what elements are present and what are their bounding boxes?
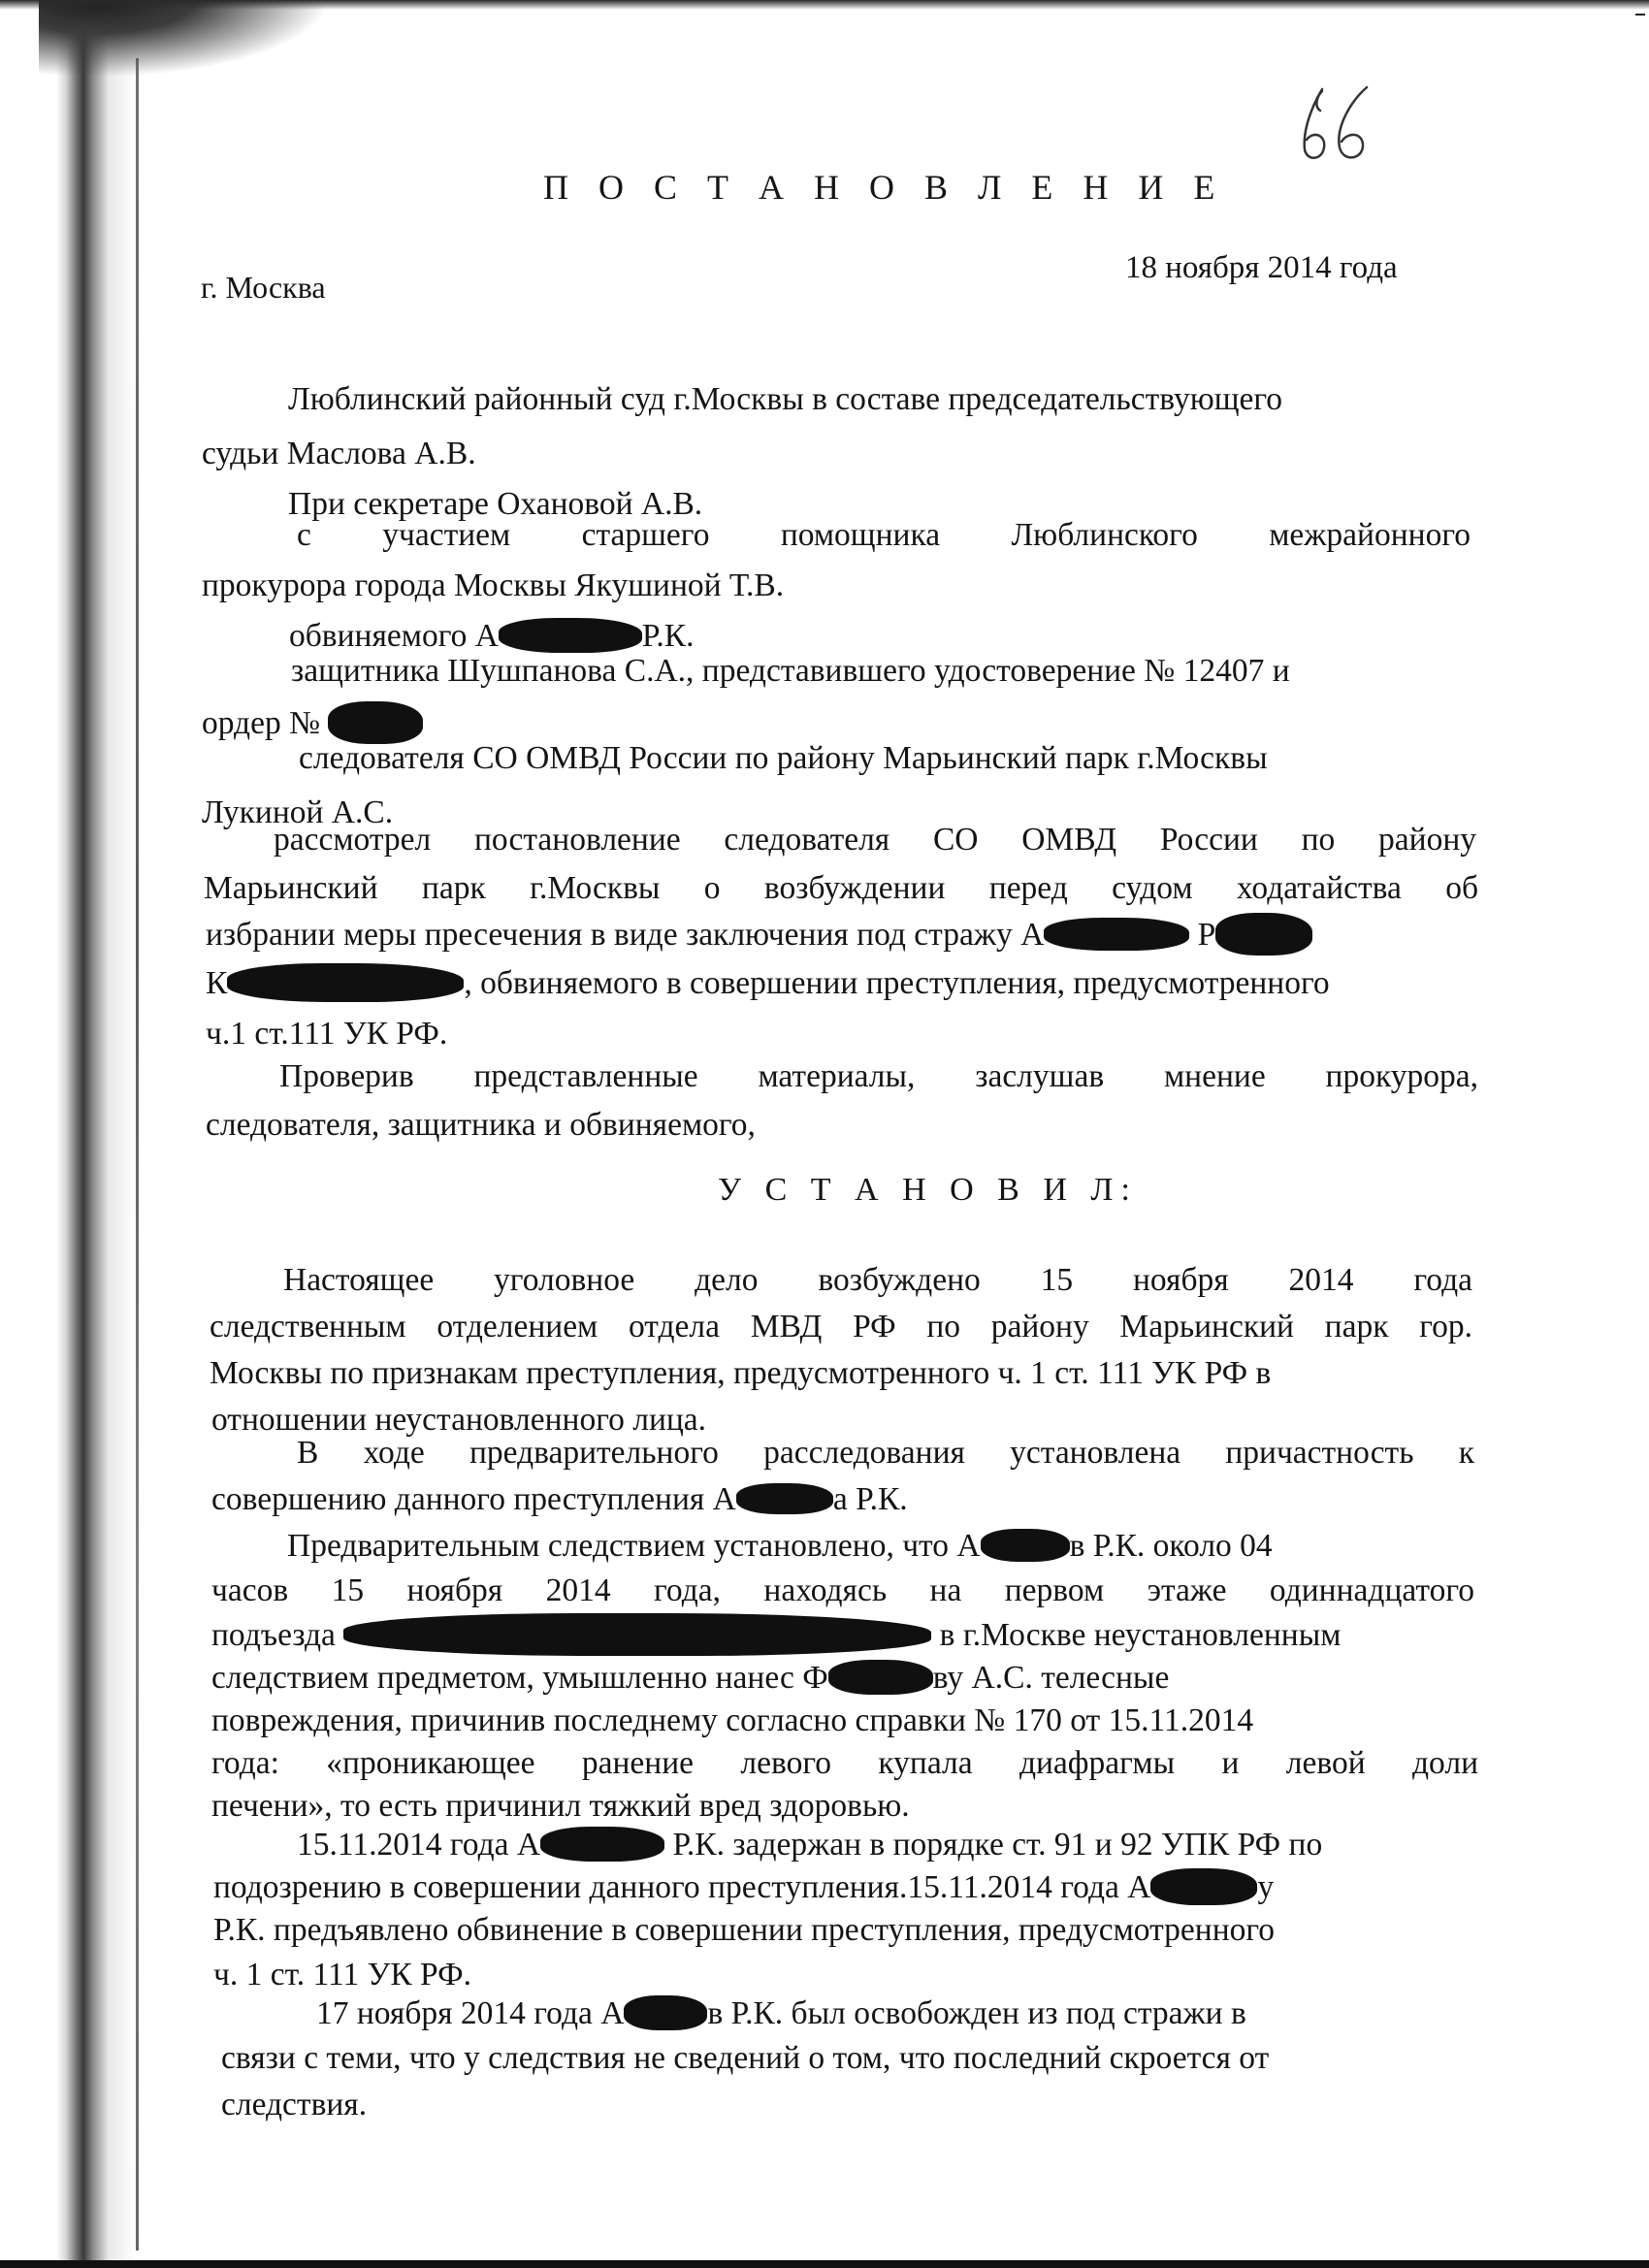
redaction-mark xyxy=(1150,1868,1257,1905)
paragraph-2-text-a: совершению данного преступления А xyxy=(211,1481,736,1517)
paragraph-5-line-1 xyxy=(316,1994,1246,2033)
redaction-mark xyxy=(227,963,464,1002)
paragraph-3-4-text-b: ву А.С. телесные xyxy=(932,1660,1170,1696)
redaction-mark xyxy=(624,1995,707,2030)
paragraph-4-text-a: 15.11.2014 года А xyxy=(297,1827,541,1863)
redaction-mark xyxy=(828,1660,933,1695)
paragraph-3-3-text-a: подъезда xyxy=(211,1617,336,1653)
paragraph-4-line-4: ч. 1 ст. 111 УК РФ. xyxy=(213,1957,471,1993)
paragraph-1-line-1: Настоящее уголовное дело возбуждено 15 ноября 2014 года xyxy=(283,1262,1472,1298)
intro-prosecutor-line-1: с участием старшего помощника Люблинского межрайонного xyxy=(297,517,1471,553)
considered-3-text-a: избрании меры пресечения в виде заключения под стражу А xyxy=(206,917,1045,953)
accused-text-b: Р.К. xyxy=(641,618,695,654)
paragraph-5-text-a: 17 ноября 2014 года А xyxy=(316,1995,625,2031)
page-edge-line xyxy=(136,58,139,2251)
paragraph-4-text-b: Р.К. задержан в порядке ст. 91 и 92 УПК РФ по xyxy=(672,1827,1323,1863)
intro-court-line-1: Люблинский районный суд г.Москвы в составе председательствующего xyxy=(288,381,1283,417)
city: г. Москва xyxy=(201,270,326,305)
paragraph-3-line-1 xyxy=(287,1527,1273,1566)
considered-4-text-a: К xyxy=(206,965,228,1001)
scan-top-edge xyxy=(0,0,1649,10)
paragraph-2-line-2 xyxy=(211,1480,908,1519)
redaction-mark xyxy=(328,701,423,744)
considered-line-3 xyxy=(206,916,1312,956)
paragraph-3-line-5: повреждения, причинив последнему согласно справки № 170 от 15.11.2014 xyxy=(211,1702,1254,1738)
paragraph-4-2-text-b: у xyxy=(1257,1869,1275,1905)
scan-bottom-edge xyxy=(0,2260,1649,2268)
considered-line-2: Марьинский парк г.Москвы о возбуждении перед судом ходатайства об xyxy=(204,870,1478,906)
redaction-mark xyxy=(540,1827,664,1862)
paragraph-5-line-3: следствия. xyxy=(221,2087,368,2122)
paragraph-3-text-b: в Р.К. около 04 xyxy=(1069,1528,1273,1564)
redaction-mark xyxy=(1044,918,1189,951)
considered-3-text-b: Р xyxy=(1197,917,1216,953)
paragraph-3-line-4 xyxy=(211,1659,1169,1698)
paragraph-3-text-a: Предварительным следствием установлено, что А xyxy=(287,1528,981,1564)
document-title: П О С Т А Н О В Л Е Н И Е xyxy=(543,168,1226,207)
paragraph-4-2-text-a: подозрению в совершении данного преступления.15.11.2014 года А xyxy=(213,1869,1151,1905)
intro-secretary: При секретаре Охановой А.В. xyxy=(288,486,703,522)
intro-investigator-line-2: Лукиной А.С. xyxy=(202,794,394,830)
redaction-mark xyxy=(499,618,642,653)
redaction-mark xyxy=(736,1483,833,1514)
document-date: 18 ноября 2014 года xyxy=(1125,250,1398,285)
considered-line-5: ч.1 ст.111 УК РФ. xyxy=(206,1016,448,1052)
paragraph-1-line-3: Москвы по признакам преступления, предусмотренного ч. 1 ст. 111 УК РФ в xyxy=(210,1355,1272,1391)
established-heading: У С Т А Н О В И Л: xyxy=(718,1172,1138,1208)
considered-line-1: рассмотрел постановление следователя СО ОМВД России по району xyxy=(274,822,1476,858)
paragraph-4-line-1 xyxy=(297,1826,1322,1864)
handwritten-page-number xyxy=(1293,81,1380,165)
accused-text-a: обвиняемого А xyxy=(289,618,499,654)
intro-prosecutor-line-2: прокурора города Москвы Якушиной Т.В. xyxy=(202,567,785,603)
page-curl-shadow xyxy=(39,0,330,78)
order-label: ордер № xyxy=(202,705,321,741)
paragraph-4-line-3: Р.К. предъявлено обвинение в совершении преступления, предусмотренного xyxy=(213,1912,1276,1948)
paragraph-2-line-1: В ходе предварительного расследования установлена причастность к xyxy=(297,1435,1474,1471)
paragraph-2-text-b: а Р.К. xyxy=(832,1481,908,1517)
paragraph-3-line-7: печени», то есть причинил тяжкий вред здоровью. xyxy=(211,1788,910,1824)
paragraph-1-line-4: отношении неустановленного лица. xyxy=(211,1402,707,1438)
paragraph-5-text-b: в Р.К. был освобожден из под стражи в xyxy=(707,1995,1246,2031)
redaction-mark xyxy=(1215,913,1312,956)
checked-line-1: Проверив представленные материалы, заслушав мнение прокурора, xyxy=(279,1058,1478,1094)
paragraph-3-line-2: часов 15 ноября 2014 года, находясь на первом этаже одиннадцатого xyxy=(211,1572,1474,1608)
redaction-mark xyxy=(981,1529,1070,1562)
paragraph-3-line-3 xyxy=(211,1616,1341,1656)
considered-line-4 xyxy=(206,964,1330,1003)
paragraph-3-line-6: года: «проникающее ранение левого купала диафрагмы и левой доли xyxy=(211,1745,1478,1781)
paragraph-5-line-2: связи с теми, что у следствия не сведений о том, что последний скроется от xyxy=(221,2040,1270,2076)
intro-accused xyxy=(289,617,694,656)
intro-investigator-line-1: следователя СО ОМВД России по району Марьинский парк г.Москвы xyxy=(299,740,1268,776)
paragraph-4-line-2 xyxy=(213,1868,1274,1907)
paragraph-1-line-2: следственным отделением отдела МВД РФ по району Марьинский парк гор. xyxy=(210,1309,1472,1345)
redaction-mark xyxy=(343,1613,931,1656)
intro-court-line-2: судьи Маслова А.В. xyxy=(202,436,476,471)
paragraph-3-4-text-a: следствием предметом, умышленно нанес Ф xyxy=(211,1660,828,1696)
checked-line-2: следователя, защитника и обвиняемого, xyxy=(206,1107,756,1143)
book-binding-shadow xyxy=(0,0,165,2268)
considered-4-text-b: , обвиняемого в совершении преступления, предусмотренного xyxy=(464,965,1330,1001)
scan-mark xyxy=(1635,14,1645,16)
paragraph-3-3-text-b: в г.Москве неустановленным xyxy=(939,1617,1342,1653)
intro-defender-line-1: защитника Шушпанова С.А., представившего удостоверение № 12407 и xyxy=(291,653,1290,689)
